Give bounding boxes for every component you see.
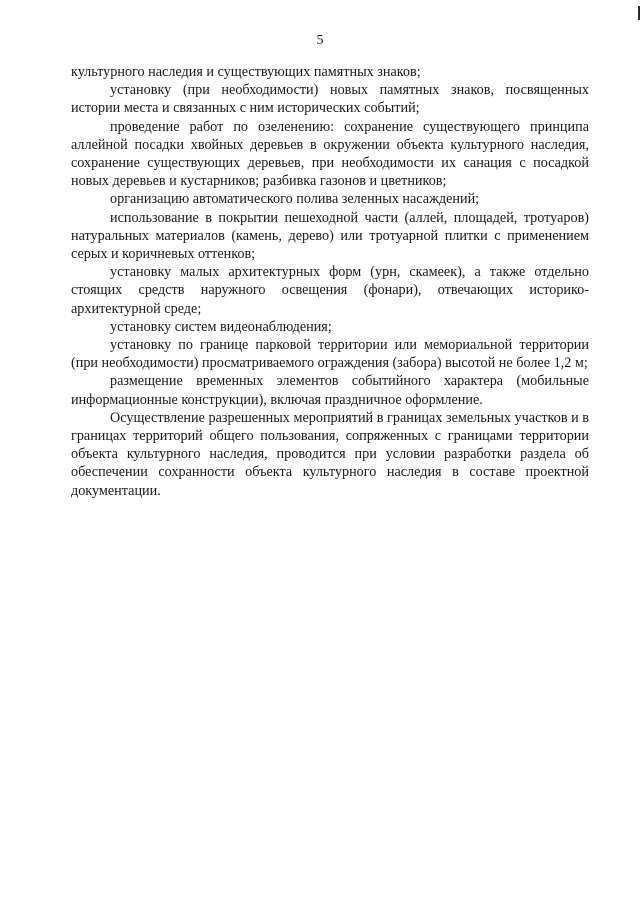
page-number: 5 [316, 33, 324, 48]
paragraph-landscaping: проведение работ по озеленению: сохранение существующего принципа аллейной посадки хвойных деревьев в окружении объекта культурного наследия, сохранение существующих деревьев, при необходимости их санация с посадкой новых деревьев и кустарников; разбивка газонов и цветников; [71, 118, 589, 190]
paragraph-video-surveillance: установку систем видеонаблюдения; [110, 318, 332, 335]
paragraph-irrigation: организацию автоматического полива зеленных насаждений; [110, 191, 480, 208]
paragraph-small-architectural-forms: установку малых архитектурных форм (урн, скамеек), а также отдельно стоящих средств наружного освещения (фонари), отвечающих историко-архитектурной среде; [71, 264, 589, 317]
paragraph-memorial-signs: установку (при необходимости) новых памятных знаков, посвященных истории места и связанных с ним исторических событий; [71, 82, 589, 117]
document-body [71, 63, 589, 500]
paragraph-temporary-elements: размещение временных элементов событийного характера (мобильные информационные конструкции), включая праздничное оформление. [71, 373, 589, 408]
paragraph-continuation: культурного наследия и существующих памятных знаков; [71, 64, 421, 80]
paragraph-fencing: установку по границе парковой территории или мемориальной территории (при необходимости) просматриваемого ограждения (забора) высотой не более 1,2 м; [71, 337, 589, 372]
paragraph-conditions: Осуществление разрешенных мероприятий в границах земельных участков и в границах территорий общего пользования, сопряженных с границами территории объекта культурного наследия, проводится при условии разработки раздела об обеспечении сохранности объекта культурного наследия в составе проектной документации. [71, 409, 589, 499]
paragraph-paving: использование в покрытии пешеходной части (аллей, площадей, тротуаров) натуральных материалов (камень, дерево) или тротуарной плитки с применением серых и коричневых оттенков; [71, 209, 589, 263]
